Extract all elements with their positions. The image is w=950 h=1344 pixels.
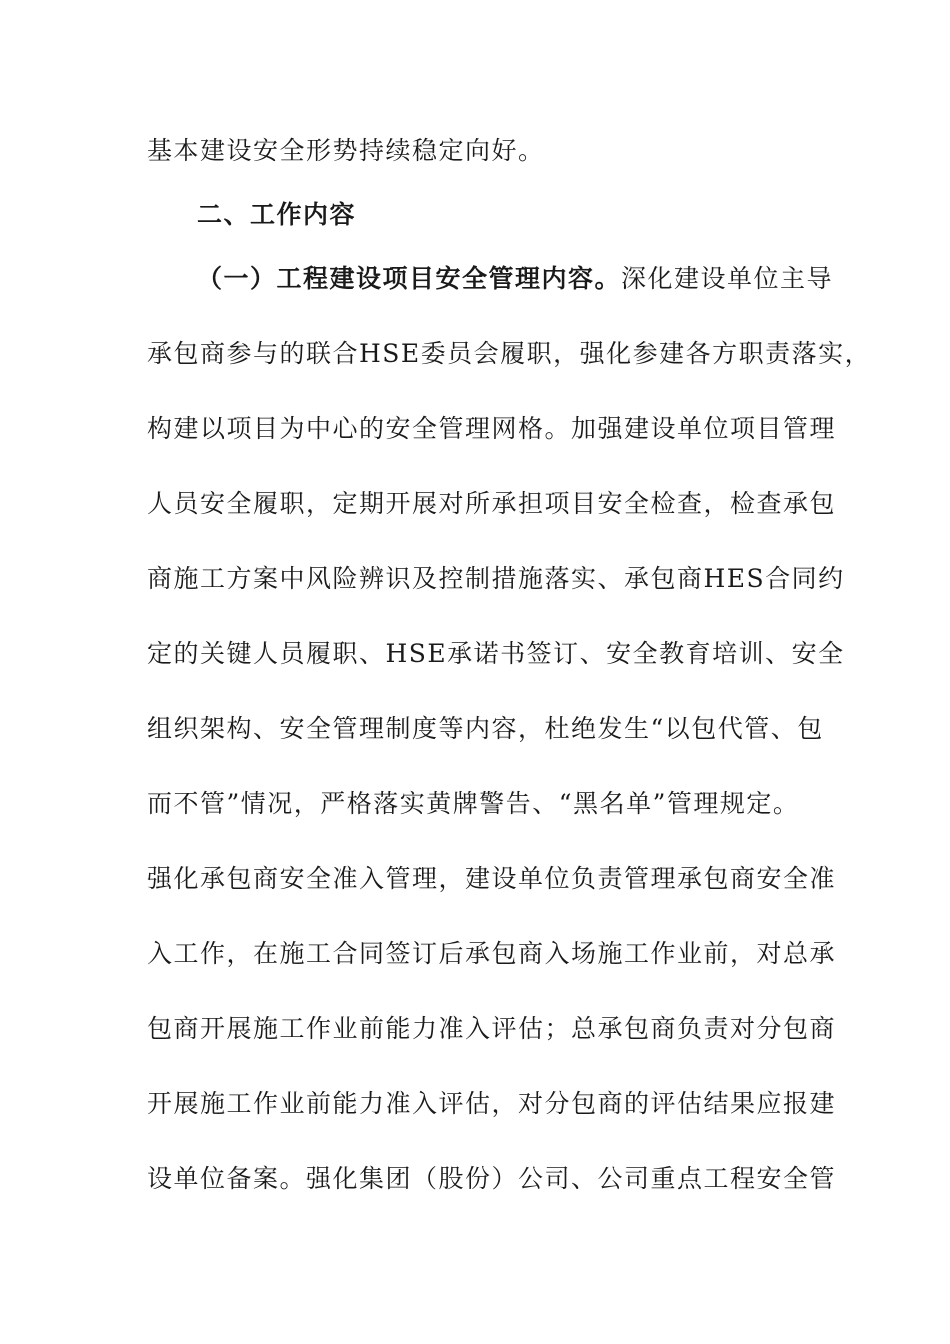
paragraph-line-10: 而不管”情况，严格落实黄牌警告、“黑名单”管理规定。 — [147, 789, 800, 818]
paragraph-line-9: 组织架构、安全管理制度等内容，杜绝发生“以包代管、包 — [147, 714, 824, 743]
section-heading: 二、工作内容 — [197, 200, 357, 229]
paragraph-line-8: 定的关键人员履职、HSE承诺书签订、安全教育培训、安全 — [147, 639, 845, 668]
paragraph-line-13: 包商开展施工作业前能力准入评估；总承包商负责对分包商 — [147, 1014, 837, 1043]
paragraph-line-4: 承包商参与的联合HSE委员会履职，强化参建各方职责落实， — [147, 339, 872, 368]
subsection-heading: （一）工程建设项目安全管理内容。 — [197, 264, 622, 293]
paragraph-line-7: 商施工方案中风险辨识及控制措施落实、承包商HES合同约 — [147, 564, 845, 593]
paragraph-line-12: 入工作，在施工合同签订后承包商入场施工作业前，对总承 — [147, 939, 837, 968]
paragraph-line-5: 构建以项目为中心的安全管理网格。加强建设单位项目管理 — [147, 414, 837, 443]
paragraph-line-3 — [197, 262, 877, 296]
paragraph-line-14: 开展施工作业前能力准入评估，对分包商的评估结果应报建 — [147, 1089, 837, 1118]
paragraph-line-1: 基本建设安全形势持续稳定向好。 — [147, 136, 545, 165]
paragraph-line-11: 强化承包商安全准入管理，建设单位负责管理承包商安全准 — [147, 864, 837, 893]
paragraph-text: 深化建设单位主导 — [621, 264, 834, 293]
paragraph-line-15: 设单位备案。强化集团（股份）公司、公司重点工程安全管 — [147, 1164, 837, 1193]
paragraph-line-6: 人员安全履职，定期开展对所承担项目安全检查，检查承包 — [147, 489, 837, 518]
